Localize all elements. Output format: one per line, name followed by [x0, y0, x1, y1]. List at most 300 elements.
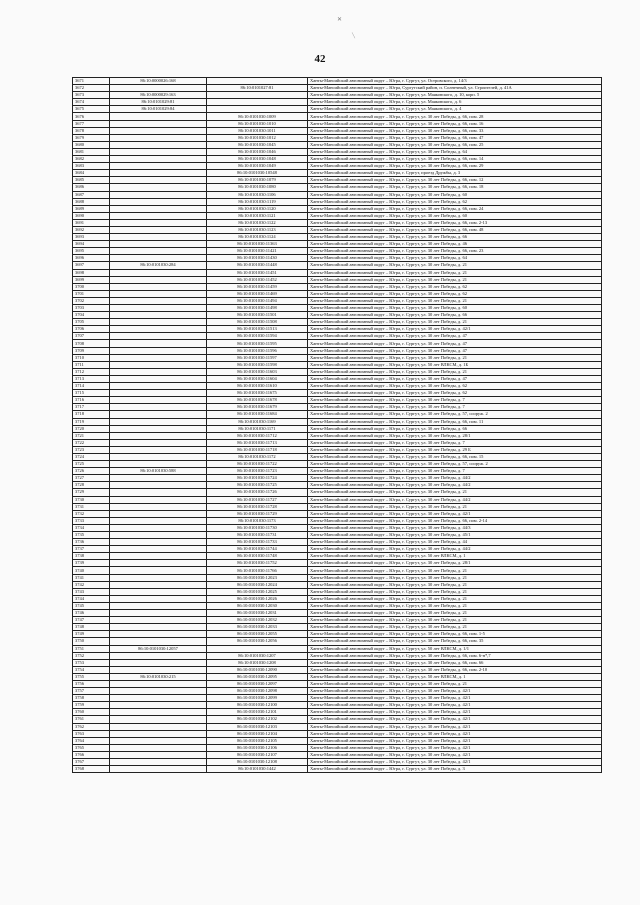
parcel-cadastral-number: [110, 432, 207, 439]
row-number: 3738: [73, 553, 110, 560]
parcel-cadastral-number: [110, 475, 207, 482]
row-number: 3696: [73, 255, 110, 262]
parcel-cadastral-number: [110, 751, 207, 758]
address-cell: Ханты-Мансийский автономный округ – Югра, г. Сургут, ул. 30 лет Победы, д. 66, пом. 6-н*,7: [308, 652, 602, 659]
address-cell: Ханты-Мансийский автономный округ – Югра, г. Сургут, ул. 30 лет Победы, д. 21: [308, 680, 602, 687]
table-row: [73, 248, 602, 255]
table-row: [73, 666, 602, 673]
row-number: 3681: [73, 148, 110, 155]
address-cell: Ханты-Мансийский автономный округ – Югра, г. Сургут, ул. 30 лет Победы, д. 62: [308, 283, 602, 290]
row-number: 3697: [73, 262, 110, 269]
table-row: [73, 269, 602, 276]
address-cell: Ханты-Мансийский автономный округ – Югра, г. Сургут, ул. 30 лет Победы, д. 21: [308, 276, 602, 283]
parcel-cadastral-number: [110, 574, 207, 581]
parcel-cadastral-number: [110, 134, 207, 141]
parcel-cadastral-number: [110, 766, 207, 773]
object-cadastral-number: 86:10:0101030:11730: [207, 524, 308, 531]
object-cadastral-number: 86:10:0101030:12024: [207, 581, 308, 588]
address-cell: Ханты-Мансийский автономный округ – Югра, г. Сургут, ул. 30 лет Победы, д. 21: [308, 503, 602, 510]
parcel-cadastral-number: 86:10:0101030:284: [110, 262, 207, 269]
row-number: 3677: [73, 120, 110, 127]
address-cell: Ханты-Мансийский автономный округ – Югра, г. Сургут, ул. 30 лет Победы, д. 42/1: [308, 326, 602, 333]
row-number: 3720: [73, 425, 110, 432]
table-row: [73, 482, 602, 489]
parcel-cadastral-number: [110, 170, 207, 177]
row-number: 3725: [73, 461, 110, 468]
object-cadastral-number: [207, 92, 308, 99]
address-cell: Ханты-Мансийский автономный округ – Югра, г. Сургут, ул. 30 лет Победы, д. 21: [308, 581, 602, 588]
address-cell: Ханты-Мансийский автономный округ – Югра, г. Сургут, ул. 30 лет Победы, д. 66, пом. 11: [308, 418, 602, 425]
table-row: [73, 695, 602, 702]
parcel-cadastral-number: [110, 156, 207, 163]
row-number: 3710: [73, 354, 110, 361]
table-row: [73, 219, 602, 226]
address-cell: Ханты-Мансийский автономный округ – Югра, г. Сургут, ул. 30 лет Победы, д. 66, пом. 2-13: [308, 219, 602, 226]
table-row: [73, 659, 602, 666]
object-cadastral-number: 86:10:0101030:11603: [207, 368, 308, 375]
parcel-cadastral-number: [110, 411, 207, 418]
row-number: 3735: [73, 532, 110, 539]
row-number: 3749: [73, 631, 110, 638]
parcel-cadastral-number: [110, 638, 207, 645]
address-cell: Ханты-Мансийский автономный округ – Югра, г. Сургут, ул. 30 лет Победы, д. 3: [308, 766, 602, 773]
table-row: [73, 163, 602, 170]
address-cell: Ханты-Мансийский автономный округ – Югра, г. Сургут, ул. 30 лет Победы, д. 21: [308, 567, 602, 574]
object-cadastral-number: 86:10:0101030:12106: [207, 744, 308, 751]
parcel-cadastral-number: [110, 482, 207, 489]
object-cadastral-number: 86:10:0101030:1171: [207, 425, 308, 432]
address-cell: Ханты-Мансийский автономный округ – Югра, г. Сургут, ул. 30 лет Победы, д. 21: [308, 595, 602, 602]
address-cell: Ханты-Мансийский автономный округ – Югра, г. Сургут, ул. 30 лет Победы, д. 42/1: [308, 744, 602, 751]
table-row: [73, 255, 602, 262]
address-cell: Ханты-Мансийский автономный округ – Югра, г. Сургут, ул. 30 лет Победы, д. 44: [308, 539, 602, 546]
table-row: [73, 120, 602, 127]
address-cell: Ханты-Мансийский автономный округ – Югра, г. Сургут, проезд Дружбы, д. 3: [308, 170, 602, 177]
parcel-cadastral-number: [110, 397, 207, 404]
parcel-cadastral-number: [110, 723, 207, 730]
row-number: 3717: [73, 404, 110, 411]
table-row: [73, 234, 602, 241]
address-cell: Ханты-Мансийский автономный округ – Югра, г. Сургут, ул. Маяковского, д. 4: [308, 106, 602, 113]
table-row: [73, 170, 602, 177]
parcel-cadastral-number: [110, 702, 207, 709]
row-number: 3707: [73, 333, 110, 340]
row-number: 3682: [73, 156, 110, 163]
row-number: 3715: [73, 390, 110, 397]
object-cadastral-number: 86:10:0101030:11722: [207, 461, 308, 468]
table-row: [73, 432, 602, 439]
row-number: 3686: [73, 184, 110, 191]
parcel-cadastral-number: [110, 319, 207, 326]
parcel-cadastral-number: [110, 269, 207, 276]
table-row: [73, 92, 602, 99]
row-number: 3702: [73, 297, 110, 304]
table-row: [73, 141, 602, 148]
object-cadastral-number: 86:10:0101030:1048: [207, 156, 308, 163]
address-cell: Ханты-Мансийский автономный округ – Югра, г. Сургут, ул. 30 лет Победы, д. 21: [308, 269, 602, 276]
row-number: 3690: [73, 212, 110, 219]
object-cadastral-number: 86:10:0101030:1122: [207, 219, 308, 226]
object-cadastral-number: 86:10:0101030:11728: [207, 503, 308, 510]
row-number: 3742: [73, 581, 110, 588]
object-cadastral-number: 86:10:0101030:12055: [207, 631, 308, 638]
table-row: [73, 404, 602, 411]
object-cadastral-number: 86:10:0101030:12108: [207, 759, 308, 766]
row-number: 3768: [73, 766, 110, 773]
address-cell: Ханты-Мансийский автономный округ – Югра, г. Сургут, ул. Маяковского, д. 6: [308, 99, 602, 106]
row-number: 3750: [73, 638, 110, 645]
object-cadastral-number: 86:10:0101030:12103: [207, 723, 308, 730]
object-cadastral-number: 86:10:0101030:1009: [207, 113, 308, 120]
object-cadastral-number: 86:10:0101030:11494: [207, 297, 308, 304]
row-number: 3762: [73, 723, 110, 730]
object-cadastral-number: 86:10:0101030:11678: [207, 397, 308, 404]
table-row: [73, 453, 602, 460]
row-number: 3704: [73, 312, 110, 319]
row-number: 3695: [73, 248, 110, 255]
parcel-cadastral-number: [110, 283, 207, 290]
table-row: [73, 226, 602, 233]
row-number: 3713: [73, 375, 110, 382]
object-cadastral-number: 86:10:0101030:12097: [207, 680, 308, 687]
object-cadastral-number: 86:10:0101030:12098: [207, 688, 308, 695]
row-number: 3759: [73, 702, 110, 709]
object-cadastral-number: [207, 99, 308, 106]
parcel-cadastral-number: [110, 446, 207, 453]
table-row: [73, 517, 602, 524]
table-row: [73, 177, 602, 184]
row-number: 3705: [73, 319, 110, 326]
row-number: 3722: [73, 439, 110, 446]
parcel-cadastral-number: [110, 489, 207, 496]
parcel-cadastral-number: [110, 347, 207, 354]
object-cadastral-number: 86:10:0101030:12102: [207, 716, 308, 723]
row-number: 3748: [73, 624, 110, 631]
address-cell: Ханты-Мансийский автономный округ – Югра, г. Сургут, ул. 30 лет Победы, д. 47: [308, 375, 602, 382]
parcel-cadastral-number: [110, 759, 207, 766]
object-cadastral-number: 86:10:0101030:12104: [207, 730, 308, 737]
row-number: 3716: [73, 397, 110, 404]
table-row: [73, 702, 602, 709]
object-cadastral-number: 86:10:0101030:11448: [207, 262, 308, 269]
table-row: [73, 212, 602, 219]
object-cadastral-number: 86:10:0101030:11684: [207, 411, 308, 418]
object-cadastral-number: 86:10:0101030:11724: [207, 475, 308, 482]
table-row: [73, 333, 602, 340]
table-row: [73, 191, 602, 198]
row-number: 3765: [73, 744, 110, 751]
address-cell: Ханты-Мансийский автономный округ – Югра, г. Сургут, ул. 30 лет Победы, д. 28/1: [308, 560, 602, 567]
table-row: [73, 439, 602, 446]
address-cell: Ханты-Мансийский автономный округ – Югра, г. Сургут, ул. 30 лет Победы, д. 62: [308, 290, 602, 297]
address-cell: Ханты-Мансийский автономный округ – Югра, г. Сургут, ул. 30 лет Победы, д. 42/1: [308, 688, 602, 695]
parcel-cadastral-number: [110, 305, 207, 312]
address-cell: Ханты-Мансийский автономный округ – Югра, г. Сургут, ул. 30 лет Победы, д. 66: [308, 312, 602, 319]
address-cell: Ханты-Мансийский автономный округ – Югра, г. Сургут, ул. 30 лет Победы, д. 44/2: [308, 496, 602, 503]
table-row: [73, 446, 602, 453]
parcel-cadastral-number: [110, 666, 207, 673]
object-cadastral-number: 86:10:0101030:1124: [207, 234, 308, 241]
parcel-cadastral-number: [110, 375, 207, 382]
table-row: [73, 319, 602, 326]
parcel-cadastral-number: [110, 234, 207, 241]
row-number: 3711: [73, 361, 110, 368]
table-row: [73, 553, 602, 560]
table-row: [73, 581, 602, 588]
table-row: [73, 645, 602, 652]
row-number: 3675: [73, 106, 110, 113]
row-number: 3733: [73, 517, 110, 524]
address-cell: Ханты-Мансийский автономный округ – Югра, г. Сургут, ул. 30 лет Победы, д. 28/1: [308, 432, 602, 439]
address-cell: Ханты-Мансийский автономный округ – Югра, г. Сургут, ул. 30 лет Победы, д. 21: [308, 574, 602, 581]
object-cadastral-number: 86:10:0101030:12033: [207, 624, 308, 631]
row-number: 3689: [73, 205, 110, 212]
parcel-cadastral-number: [110, 439, 207, 446]
parcel-cadastral-number: [110, 461, 207, 468]
row-number: 3694: [73, 241, 110, 248]
table-row: [73, 496, 602, 503]
table-row: [73, 390, 602, 397]
row-number: 3753: [73, 659, 110, 666]
parcel-cadastral-number: [110, 652, 207, 659]
address-cell: Ханты-Мансийский автономный округ – Югра, г. Сургут, ул. 30 лет Победы, д. 21: [308, 617, 602, 624]
object-cadastral-number: 86:10:0101030:1208: [207, 659, 308, 666]
row-number: 3679: [73, 134, 110, 141]
address-cell: Ханты-Мансийский автономный округ – Югра, г. Сургут, ул. 30 лет Победы, д. 44/2: [308, 546, 602, 553]
parcel-cadastral-number: 86:10:0101030:588: [110, 468, 207, 475]
object-cadastral-number: 86:10:0101030:1173: [207, 517, 308, 524]
row-number: 3706: [73, 326, 110, 333]
object-cadastral-number: 86:10:0101030:11726: [207, 489, 308, 496]
address-cell: Ханты-Мансийский автономный округ – Югра, г. Сургут, ул. 30 лет Победы, д. 66, пом. 2-14: [308, 517, 602, 524]
parcel-cadastral-number: [110, 248, 207, 255]
parcel-cadastral-number: [110, 425, 207, 432]
table-row: [73, 461, 602, 468]
parcel-cadastral-number: [110, 340, 207, 347]
parcel-cadastral-number: [110, 198, 207, 205]
object-cadastral-number: 86:10:0101030:12099: [207, 695, 308, 702]
table-row: [73, 425, 602, 432]
row-number: 3691: [73, 219, 110, 226]
address-cell: Ханты-Мансийский автономный округ – Югра, г. Сургут, ул. 50 лет ВЛКСМ, д. 1: [308, 553, 602, 560]
object-cadastral-number: 86:10:0101030:12100: [207, 702, 308, 709]
address-cell: Ханты-Мансийский автономный округ – Югра, Сургутский район, п. Солнечный, ул. Строителей, д. 41А: [308, 85, 602, 92]
object-cadastral-number: 86:10:0101030:1207: [207, 652, 308, 659]
address-cell: Ханты-Мансийский автономный округ – Югра, г. Сургут, ул. 30 лет Победы, д. 66, пом. 29: [308, 163, 602, 170]
object-cadastral-number: 86:10:0101030:1045: [207, 141, 308, 148]
table-row: [73, 468, 602, 475]
row-number: 3732: [73, 510, 110, 517]
parcel-cadastral-number: [110, 524, 207, 531]
row-number: 3703: [73, 305, 110, 312]
row-number: 3746: [73, 610, 110, 617]
table-row: [73, 595, 602, 602]
object-cadastral-number: 86:10:0101030:1011: [207, 127, 308, 134]
row-number: 3688: [73, 198, 110, 205]
parcel-cadastral-number: [110, 517, 207, 524]
object-cadastral-number: 86:10:0101030:12023: [207, 574, 308, 581]
table-row: [73, 610, 602, 617]
address-cell: Ханты-Мансийский автономный округ – Югра, г. Сургут, ул. 30 лет Победы, д. 47: [308, 340, 602, 347]
scan-artifact-mark: ✕: [337, 17, 343, 23]
table-row: [73, 759, 602, 766]
parcel-cadastral-number: [110, 212, 207, 219]
row-number: 3719: [73, 418, 110, 425]
table-row: [73, 276, 602, 283]
parcel-cadastral-number: [110, 333, 207, 340]
parcel-cadastral-number: [110, 127, 207, 134]
row-number: 3766: [73, 751, 110, 758]
table-row: [73, 78, 602, 85]
table-row: [73, 340, 602, 347]
parcel-cadastral-number: [110, 177, 207, 184]
address-cell: Ханты-Мансийский автономный округ – Югра, г. Сургут, ул. 30 лет Победы, д. 66, пом. 1-5: [308, 631, 602, 638]
table-row: [73, 560, 602, 567]
object-cadastral-number: 86:10:0101030:11744: [207, 546, 308, 553]
table-row: [73, 375, 602, 382]
table-row: [73, 205, 602, 212]
table-row: [73, 539, 602, 546]
parcel-cadastral-number: 86:10:0101030:12057: [110, 645, 207, 652]
object-cadastral-number: 86:10:0101030:11727: [207, 496, 308, 503]
row-number: 3712: [73, 368, 110, 375]
address-cell: Ханты-Мансийский автономный округ – Югра, г. Сургут, ул. 30 лет Победы, д. 21: [308, 368, 602, 375]
address-cell: Ханты-Мансийский автономный округ – Югра, г. Сургут, ул. 30 лет Победы, д. 21: [308, 354, 602, 361]
table-row: [73, 354, 602, 361]
address-cell: Ханты-Мансийский автономный округ – Югра, г. Сургут, ул. 30 лет Победы, д. 60: [308, 305, 602, 312]
object-cadastral-number: 86:10:0101030:12031: [207, 610, 308, 617]
parcel-cadastral-number: [110, 205, 207, 212]
address-cell: Ханты-Мансийский автономный округ – Югра, г. Сургут, ул. 30 лет Победы, д. 47: [308, 347, 602, 354]
row-number: 3764: [73, 737, 110, 744]
parcel-cadastral-number: [110, 354, 207, 361]
table-row: [73, 326, 602, 333]
table-row: [73, 744, 602, 751]
parcel-cadastral-number: 86:10:0101030:215: [110, 673, 207, 680]
row-number: 3700: [73, 283, 110, 290]
object-cadastral-number: 86:10:0101030:1106: [207, 191, 308, 198]
row-number: 3758: [73, 695, 110, 702]
row-number: 3757: [73, 688, 110, 695]
parcel-cadastral-number: [110, 290, 207, 297]
object-cadastral-number: 86:10:0101030:11595: [207, 340, 308, 347]
row-number: 3718: [73, 411, 110, 418]
parcel-cadastral-number: [110, 688, 207, 695]
row-number: 3745: [73, 602, 110, 609]
address-cell: Ханты-Мансийский автономный округ – Югра, г. Сургут, ул. 30 лет Победы, д. 42/1: [308, 751, 602, 758]
table-row: [73, 156, 602, 163]
object-cadastral-number: 86:10:0101030:11712: [207, 432, 308, 439]
table-row: [73, 361, 602, 368]
address-cell: Ханты-Мансийский автономный округ – Югра, г. Сургут, ул. 30 лет Победы, д. 21: [308, 588, 602, 595]
parcel-cadastral-number: [110, 539, 207, 546]
object-cadastral-number: 86:10:0101030:12101: [207, 709, 308, 716]
address-cell: Ханты-Мансийский автономный округ – Югра, г. Сургут, ул. 30 лет Победы, д. 42/1: [308, 695, 602, 702]
table-row: [73, 198, 602, 205]
address-cell: Ханты-Мансийский автономный округ – Югра, г. Сургут, ул. 30 лет Победы, д. 66, пом. 12: [308, 177, 602, 184]
row-number: 3723: [73, 446, 110, 453]
address-cell: Ханты-Мансийский автономный округ – Югра, г. Сургут, ул. Островского, д. 14/3: [308, 78, 602, 85]
parcel-cadastral-number: [110, 255, 207, 262]
object-cadastral-number: 86:10:0101030:1080: [207, 184, 308, 191]
row-number: 3756: [73, 680, 110, 687]
parcel-cadastral-number: [110, 595, 207, 602]
address-cell: Ханты-Мансийский автономный округ – Югра, г. Сургут, ул. 30 лет Победы, д. 46: [308, 241, 602, 248]
row-number: 3676: [73, 113, 110, 120]
parcel-cadastral-number: [110, 418, 207, 425]
parcel-cadastral-number: [110, 191, 207, 198]
address-cell: Ханты-Мансийский автономный округ – Югра, г. Сургут, ул. 30 лет Победы, д. 42/1: [308, 702, 602, 709]
table-row: [73, 148, 602, 155]
table-row: [73, 546, 602, 553]
row-number: 3754: [73, 666, 110, 673]
row-number: 3692: [73, 226, 110, 233]
parcel-cadastral-number: [110, 744, 207, 751]
table-row: [73, 475, 602, 482]
address-cell: Ханты-Мансийский автономный округ – Югра, г. Сургут, ул. 30 лет Победы, д. 60: [308, 212, 602, 219]
object-cadastral-number: 86:10:0101030:11766: [207, 567, 308, 574]
address-cell: Ханты-Мансийский автономный округ – Югра, г. Сургут, ул. 30 лет Победы, д. 7: [308, 439, 602, 446]
table-row: [73, 680, 602, 687]
table-row: [73, 617, 602, 624]
row-number: 3699: [73, 276, 110, 283]
address-cell: Ханты-Мансийский автономный округ – Югра, г. Сургут, ул. 30 лет Победы, д. 66, пом. 24: [308, 205, 602, 212]
address-cell: Ханты-Мансийский автономный округ – Югра, г. Сургут, ул. 30 лет Победы, д. 66, пом. 2-10: [308, 666, 602, 673]
address-cell: Ханты-Мансийский автономный округ – Югра, г. Сургут, ул. 30 лет Победы, д. 45/1: [308, 532, 602, 539]
object-cadastral-number: 86:10:0101030:12026: [207, 595, 308, 602]
parcel-cadastral-number: [110, 737, 207, 744]
row-number: 3751: [73, 645, 110, 652]
table-row: [73, 602, 602, 609]
object-cadastral-number: 86:10:0101030:1079: [207, 177, 308, 184]
address-cell: Ханты-Мансийский автономный округ – Югра, г. Сургут, ул. 30 лет Победы, д. 64: [308, 148, 602, 155]
object-cadastral-number: 86:10:0101030:11610: [207, 383, 308, 390]
object-cadastral-number: 86:10:0101030:11469: [207, 290, 308, 297]
row-number: 3747: [73, 617, 110, 624]
address-cell: Ханты-Мансийский автономный округ – Югра, г. Сургут, ул. 30 лет Победы, д. 42/1: [308, 709, 602, 716]
row-number: 3740: [73, 567, 110, 574]
row-number: 3721: [73, 432, 110, 439]
object-cadastral-number: 86:10:0101030:11508: [207, 319, 308, 326]
table-row: [73, 262, 602, 269]
page-number: 42: [314, 53, 326, 65]
object-cadastral-number: 86:10:0101030:11596: [207, 347, 308, 354]
object-cadastral-number: 86:10:0101030:11679: [207, 404, 308, 411]
parcel-cadastral-number: [110, 624, 207, 631]
table-row: [73, 418, 602, 425]
row-number: 3767: [73, 759, 110, 766]
address-cell: Ханты-Мансийский автономный округ – Югра, г. Сургут, ул. 30 лет Победы, д. 66, пом. 48: [308, 226, 602, 233]
parcel-cadastral-number: [110, 113, 207, 120]
address-cell: Ханты-Мансийский автономный округ – Югра, г. Сургут, ул. 30 лет Победы, д. 42/1: [308, 759, 602, 766]
table-row: [73, 503, 602, 510]
parcel-cadastral-number: [110, 730, 207, 737]
parcel-cadastral-number: [110, 588, 207, 595]
table-row: [73, 716, 602, 723]
table-row: [73, 766, 602, 773]
object-cadastral-number: 86:10:0101030:11430: [207, 255, 308, 262]
parcel-cadastral-number: [110, 326, 207, 333]
object-cadastral-number: 86:10:0101030:12032: [207, 617, 308, 624]
address-cell: Ханты-Мансийский автономный округ – Югра, г. Сургут, ул. 30 лет Победы, д. 44/3: [308, 524, 602, 531]
parcel-cadastral-number: [110, 695, 207, 702]
table-row: [73, 127, 602, 134]
address-cell: Ханты-Мансийский автономный округ – Югра, г. Сургут, ул. 30 лет Победы, д. 66, пом. 14: [308, 156, 602, 163]
table-row: [73, 723, 602, 730]
object-cadastral-number: 86:10:0101030:11733: [207, 539, 308, 546]
address-cell: Ханты-Мансийский автономный округ – Югра, г. Сургут, ул. 30 лет Победы, д. 7: [308, 397, 602, 404]
row-number: 3724: [73, 453, 110, 460]
